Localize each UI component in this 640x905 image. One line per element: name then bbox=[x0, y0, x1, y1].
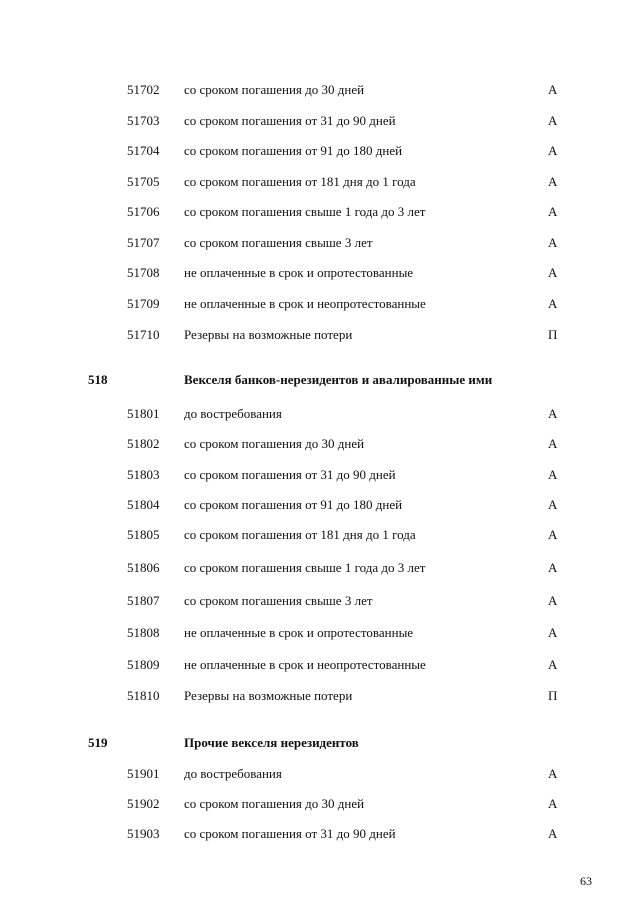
account-description: не оплаченные в срок и опротестованные bbox=[184, 625, 414, 640]
account-description: со сроком погашения от 181 дня до 1 года bbox=[184, 174, 416, 189]
account-row bbox=[0, 525, 640, 545]
account-code: 51703 bbox=[127, 113, 160, 128]
account-description: со сроком погашения от 31 до 90 дней bbox=[184, 467, 396, 482]
account-description: со сроком погашения до 30 дней bbox=[184, 436, 365, 451]
account-row bbox=[0, 141, 640, 161]
account-description: не оплаченные в срок и неопротестованные bbox=[184, 296, 426, 311]
account-type: А bbox=[548, 766, 558, 781]
account-description: со сроком погашения от 181 дня до 1 года bbox=[184, 527, 416, 542]
account-description: до востребования bbox=[184, 766, 282, 781]
account-code: 51809 bbox=[127, 657, 160, 672]
account-code: 51706 bbox=[127, 204, 160, 219]
account-description: со сроком погашения до 30 дней bbox=[184, 82, 365, 97]
account-row bbox=[0, 794, 640, 814]
account-row bbox=[0, 623, 640, 643]
account-type: А bbox=[548, 497, 558, 512]
account-description: Резервы на возможные потери bbox=[184, 327, 353, 342]
account-code: 51708 bbox=[127, 265, 160, 280]
account-description: Резервы на возможные потери bbox=[184, 688, 353, 703]
account-row bbox=[0, 824, 640, 844]
account-description: не оплаченные в срок и опротестованные bbox=[184, 265, 414, 280]
account-type: А bbox=[548, 527, 558, 542]
account-code: 51804 bbox=[127, 497, 160, 512]
account-type: А bbox=[548, 593, 558, 608]
account-code: 51808 bbox=[127, 625, 160, 640]
account-row bbox=[0, 591, 640, 611]
group-title: Прочие векселя нерезидентов bbox=[184, 735, 359, 750]
account-type: А bbox=[548, 436, 558, 451]
account-type: А bbox=[548, 174, 558, 189]
account-description: со сроком погашения свыше 1 года до 3 лет bbox=[184, 204, 426, 219]
account-description: со сроком погашения от 31 до 90 дней bbox=[184, 113, 396, 128]
account-description: со сроком погашения свыше 3 лет bbox=[184, 235, 373, 250]
account-type: А bbox=[548, 826, 558, 841]
account-row bbox=[0, 202, 640, 222]
account-type: А bbox=[548, 82, 558, 97]
account-code: 51709 bbox=[127, 296, 160, 311]
account-group-heading bbox=[0, 370, 640, 390]
account-type: П bbox=[548, 327, 558, 342]
account-code: 51702 bbox=[127, 82, 160, 97]
account-code: 51710 bbox=[127, 327, 160, 342]
account-type: А bbox=[548, 406, 558, 421]
account-group-heading bbox=[0, 733, 640, 753]
account-row bbox=[0, 558, 640, 578]
group-title: Векселя банков-нерезидентов и авалированные ими bbox=[184, 372, 493, 387]
account-code: 51704 bbox=[127, 143, 160, 158]
account-type: А bbox=[548, 235, 558, 250]
account-type: А bbox=[548, 467, 558, 482]
account-code: 51803 bbox=[127, 467, 160, 482]
account-type: А bbox=[548, 113, 558, 128]
account-code: 51806 bbox=[127, 560, 160, 575]
account-description: со сроком погашения свыше 1 года до 3 лет bbox=[184, 560, 426, 575]
account-type: А bbox=[548, 143, 558, 158]
account-description: со сроком погашения от 31 до 90 дней bbox=[184, 826, 396, 841]
account-code: 51810 bbox=[127, 688, 160, 703]
account-row bbox=[0, 80, 640, 100]
account-row bbox=[0, 172, 640, 192]
account-row bbox=[0, 404, 640, 424]
account-row bbox=[0, 686, 640, 706]
account-type: А bbox=[548, 796, 558, 811]
account-description: со сроком погашения свыше 3 лет bbox=[184, 593, 373, 608]
group-code: 518 bbox=[88, 372, 108, 387]
account-row bbox=[0, 325, 640, 345]
account-type: А bbox=[548, 560, 558, 575]
account-description: со сроком погашения от 91 до 180 дней bbox=[184, 143, 403, 158]
account-row bbox=[0, 764, 640, 784]
account-row bbox=[0, 263, 640, 283]
account-type: А bbox=[548, 657, 558, 672]
account-type: А bbox=[548, 296, 558, 311]
account-description: со сроком погашения от 91 до 180 дней bbox=[184, 497, 403, 512]
page-number: 63 bbox=[580, 874, 592, 888]
account-type: А bbox=[548, 265, 558, 280]
group-code: 519 bbox=[88, 735, 108, 750]
account-row bbox=[0, 434, 640, 454]
account-type: А bbox=[548, 625, 558, 640]
account-code: 51901 bbox=[127, 766, 160, 781]
account-description: до востребования bbox=[184, 406, 282, 421]
account-code: 51903 bbox=[127, 826, 160, 841]
account-code: 51902 bbox=[127, 796, 160, 811]
account-row bbox=[0, 111, 640, 131]
account-code: 51707 bbox=[127, 235, 160, 250]
account-row bbox=[0, 465, 640, 485]
account-row bbox=[0, 294, 640, 314]
account-code: 51705 bbox=[127, 174, 160, 189]
account-code: 51805 bbox=[127, 527, 160, 542]
account-description: не оплаченные в срок и неопротестованные bbox=[184, 657, 426, 672]
account-type: П bbox=[548, 688, 558, 703]
account-row bbox=[0, 495, 640, 515]
account-code: 51801 bbox=[127, 406, 160, 421]
account-type: А bbox=[548, 204, 558, 219]
account-row bbox=[0, 655, 640, 675]
account-code: 51807 bbox=[127, 593, 160, 608]
account-code: 51802 bbox=[127, 436, 160, 451]
account-row bbox=[0, 233, 640, 253]
account-description: со сроком погашения до 30 дней bbox=[184, 796, 365, 811]
